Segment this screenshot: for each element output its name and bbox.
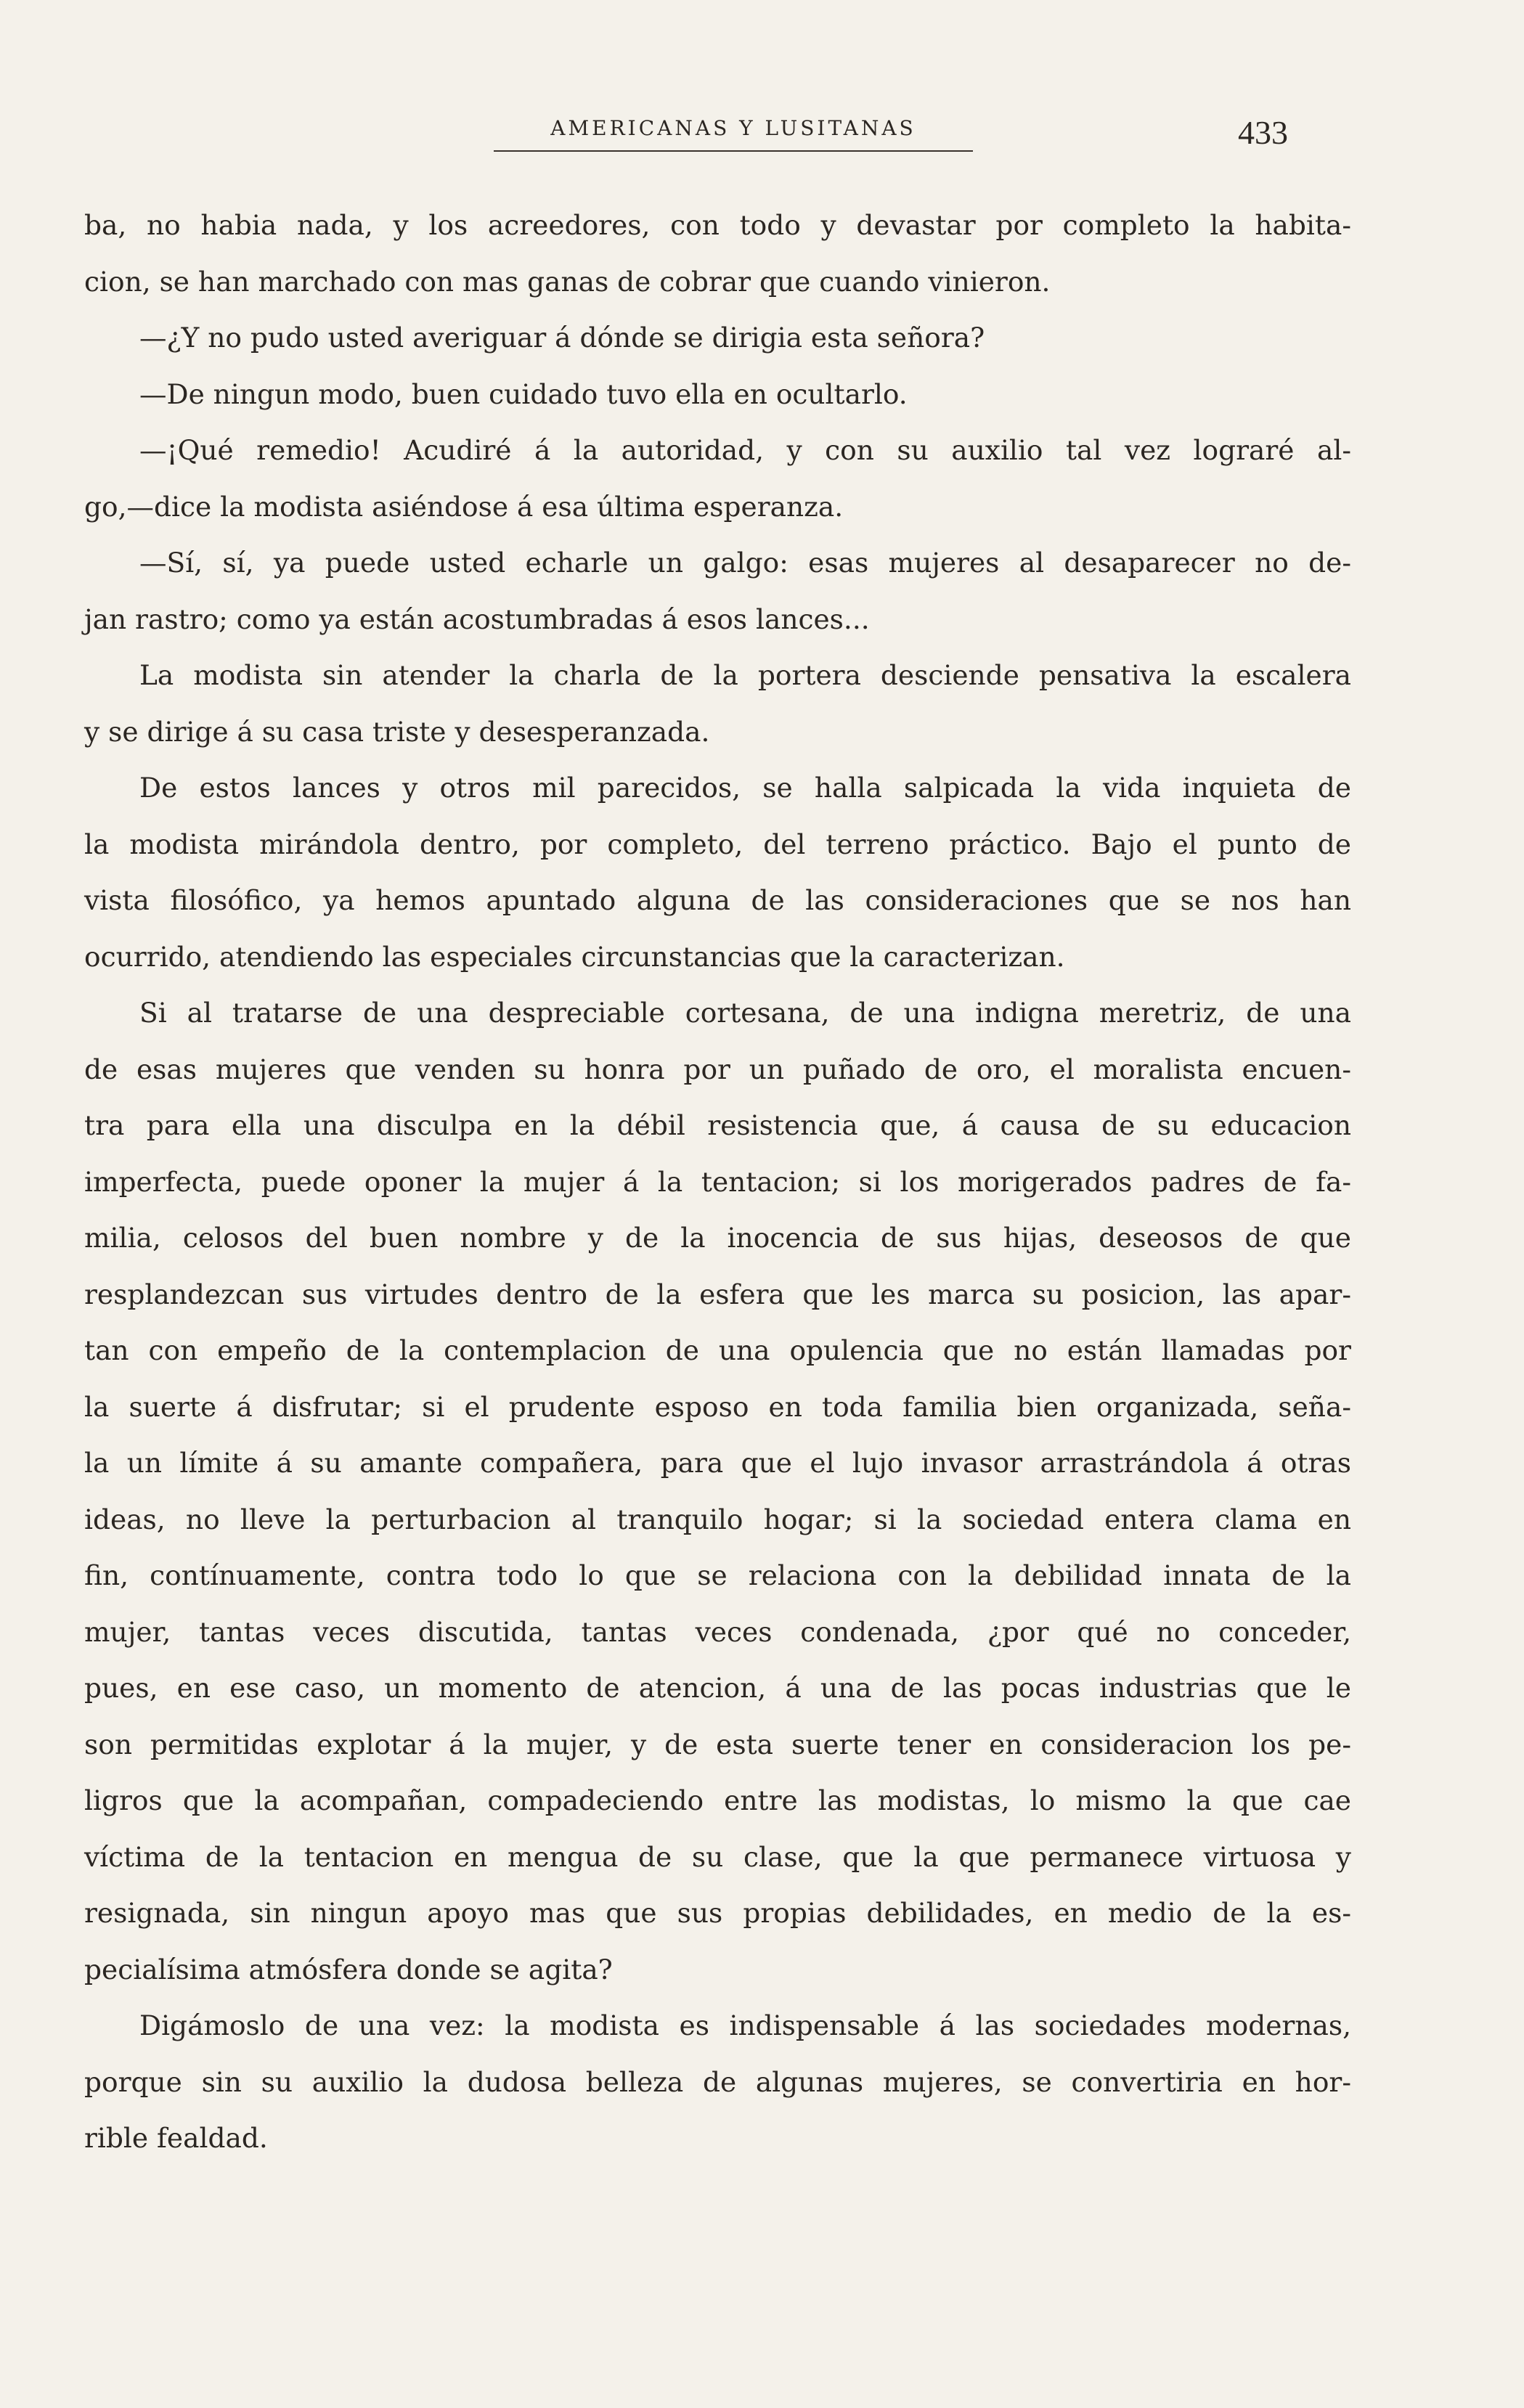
text-line: tra para ella una disculpa en la débil resistencia que, á causa de su educacion — [84, 1109, 1351, 1141]
text-line: porque sin su auxilio la dudosa belleza de algunas mujeres, se convertiria en hor- — [84, 2065, 1351, 2098]
text-line: la un límite á su amante compañera, para que el lujo invasor arrastrándola á otras — [84, 1447, 1351, 1479]
text-line: ideas, no lleve la perturbacion al tranquilo hogar; si la sociedad entera clama en — [84, 1503, 1351, 1535]
text-line: jan rastro; como ya están acostumbradas á esos lances... — [84, 603, 870, 635]
text-line: la suerte á disfrutar; si el prudente esposo en toda familia bien organizada, seña- — [84, 1390, 1351, 1423]
text-line: —De ningun modo, buen cuidado tuvo ella en ocultarlo. — [139, 377, 908, 410]
text-line: imperfecta, puede oponer la mujer á la tentacion; si los morigerados padres de fa- — [84, 1165, 1351, 1198]
running-title: AMERICANAS Y LUSITANAS — [494, 116, 973, 152]
text-line: rible fealdad. — [84, 2122, 268, 2154]
text-line: Si al tratarse de una despreciable cortesana, de una indigna meretriz, de una — [139, 997, 1351, 1029]
text-line: son permitidas explotar á la mujer, y de esta suerte tener en consideracion los pe- — [84, 1728, 1351, 1760]
text-line: De estos lances y otros mil parecidos, se halla salpicada la vida inquieta de — [139, 772, 1351, 804]
text-line: pecialísima atmósfera donde se agita? — [84, 1953, 613, 1985]
text-line: go,—dice la modista asiéndose á esa última esperanza. — [84, 490, 844, 523]
page-number: 433 — [1238, 114, 1288, 151]
text-line: —¡Qué remedio! Acudiré á la autoridad, y con su auxilio tal vez lograré al- — [139, 434, 1351, 466]
text-line: tan con empeño de la contemplacion de una opulencia que no están llamadas por — [84, 1334, 1351, 1366]
text-line: resignada, sin ningun apoyo mas que sus propias debilidades, en medio de la es- — [84, 1897, 1351, 1929]
text-line: víctima de la tentacion en mengua de su clase, que la que permanece virtuosa y — [84, 1840, 1351, 1873]
text-line: y se dirige á su casa triste y desesperanzada. — [84, 715, 710, 748]
text-line: —¿Y no pudo usted averiguar á dónde se dirigia esta señora? — [139, 322, 985, 354]
text-line: la modista mirándola dentro, por completo, del terreno práctico. Bajo el punto de — [84, 828, 1351, 860]
text-line: pues, en ese caso, un momento de atencion, á una de las pocas industrias que le — [84, 1672, 1351, 1704]
text-line: resplandezcan sus virtudes dentro de la esfera que les marca su posicion, las apar- — [84, 1278, 1351, 1310]
text-line: mujer, tantas veces discutida, tantas veces condenada, ¿por qué no conceder, — [84, 1615, 1351, 1648]
text-line: La modista sin atender la charla de la portera desciende pensativa la escalera — [139, 659, 1351, 691]
text-line: —Sí, sí, ya puede usted echarle un galgo: esas mujeres al desaparecer no de- — [139, 547, 1351, 579]
text-line: de esas mujeres que venden su honra por un puñado de oro, el moralista encuen- — [84, 1053, 1351, 1085]
text-line: ligros que la acompañan, compadeciendo entre las modistas, lo mismo la que cae — [84, 1784, 1351, 1816]
text-line: milia, celosos del buen nombre y de la inocencia de sus hijas, deseosos de que — [84, 1222, 1351, 1254]
body-text — [84, 197, 1351, 2167]
text-line: ba, no habia nada, y los acreedores, con todo y devastar por completo la habita- — [84, 209, 1351, 241]
text-line: fin, contínuamente, contra todo lo que se relaciona con la debilidad innata de la — [84, 1559, 1351, 1591]
text-line: vista filosófico, ya hemos apuntado alguna de las consideraciones que se nos han — [84, 884, 1351, 916]
text-line: Digámoslo de una vez: la modista es indispensable á las sociedades modernas, — [139, 2009, 1351, 2041]
text-line: cion, se han marchado con mas ganas de cobrar que cuando vinieron. — [84, 265, 1051, 298]
text-line: ocurrido, atendiendo las especiales circunstancias que la caracterizan. — [84, 940, 1065, 973]
